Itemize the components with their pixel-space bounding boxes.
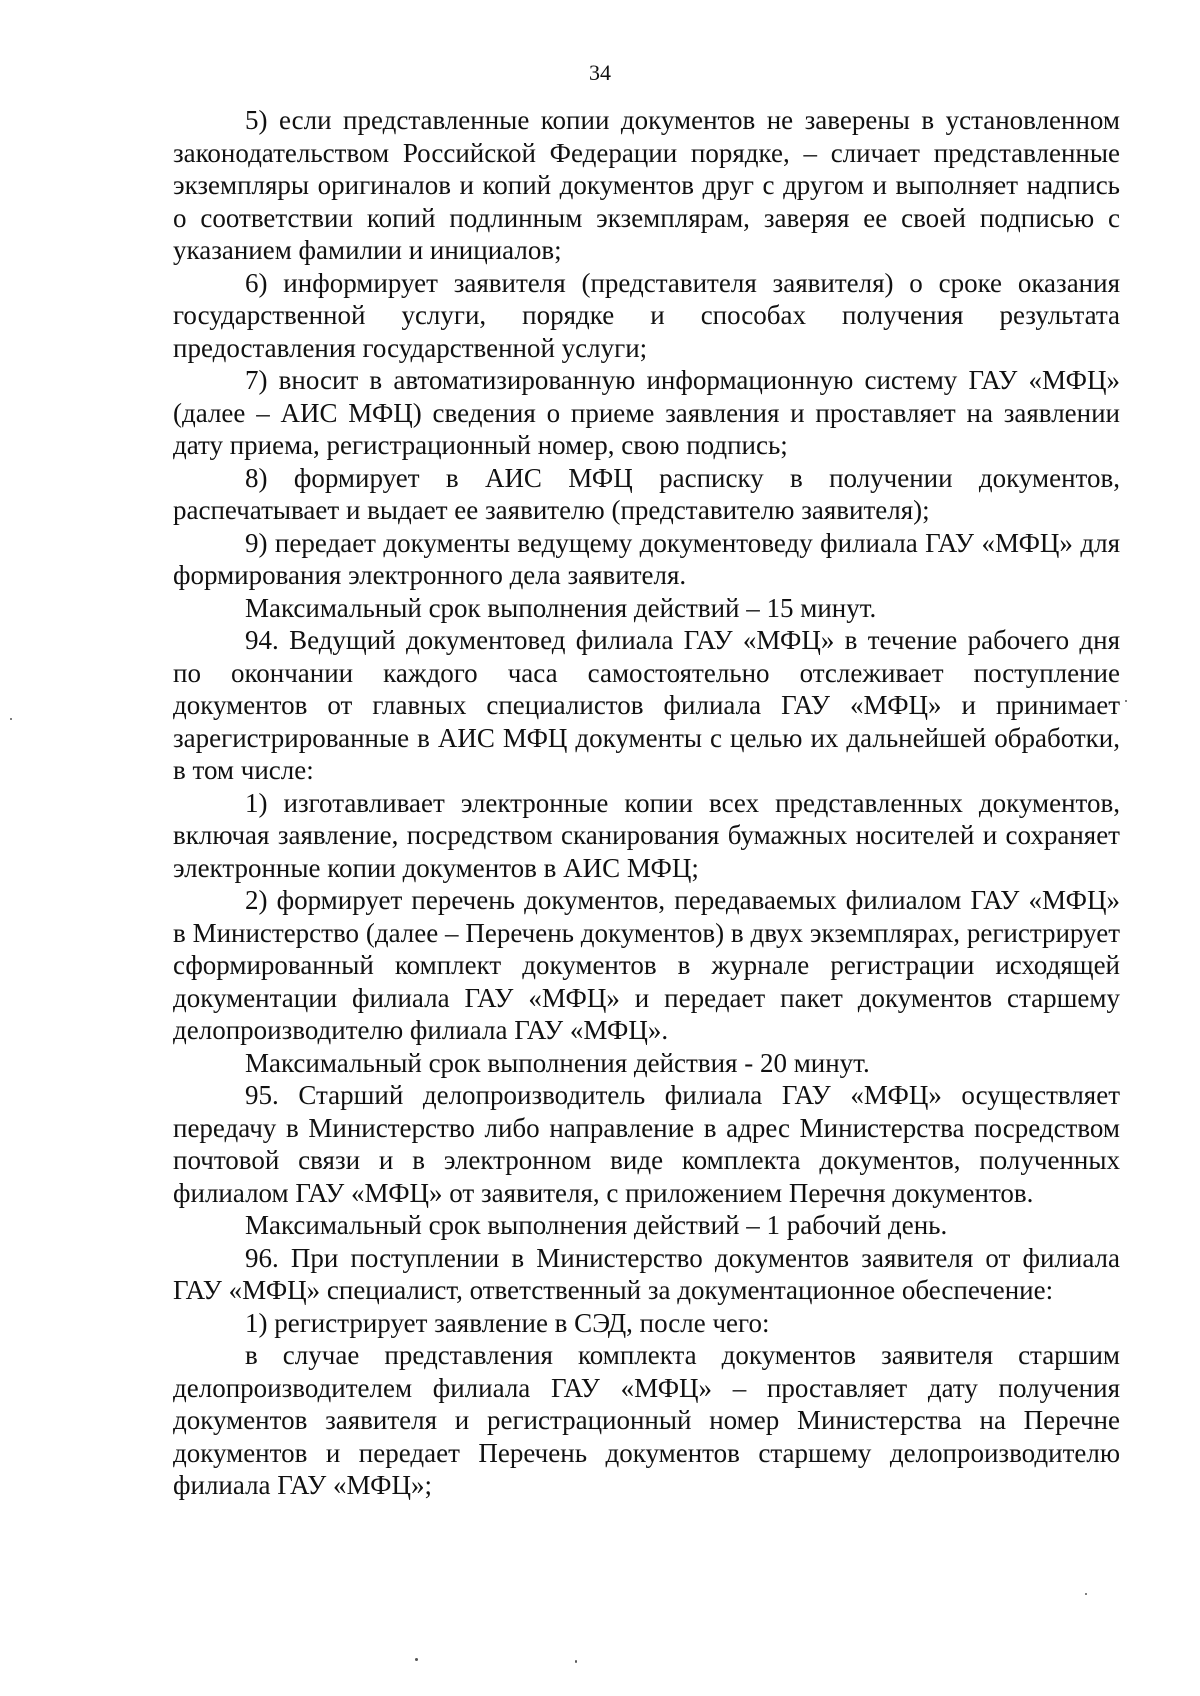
- document-body: [173, 104, 1120, 1502]
- page-number: 34: [589, 60, 611, 85]
- paragraph-item-5: 5) если представленные копии документов не заверены в установленном законодательством Российской Федерации порядке, – сличает представленные экземпляры оригиналов и копий документов друг с другом и выполняет надпись о соответствии копий подлинным экземплярам, заверяя ее своей подписью с указанием фамилии и инициалов;: [173, 105, 1120, 265]
- paragraph-item-6: 6) информирует заявителя (представителя заявителя) о сроке оказания государственной услуги, порядке и способах получения результата предоставления государственной услуги;: [173, 267, 1120, 363]
- paragraph-94-item-2: 2) формирует перечень документов, передаваемых филиалом ГАУ «МФЦ» в Министерство (далее – Перечень документов) в двух экземплярах, регистрирует сформированный комплект документов в журнале регистрации исходящей документации филиала ГАУ «МФЦ» и передает пакет документов старшему делопроизводителю филиала ГАУ «МФЦ».: [173, 885, 1120, 1045]
- scan-speck: [10, 718, 12, 720]
- paragraph-96-case: в случае представления комплекта документов заявителя старшим делопроизводителем филиала ГАУ «МФЦ» – проставляет дату получения документов заявителя и регистрационный номер Министерства на Перечне документов и передает Перечень документов старшему делопроизводителю филиала ГАУ «МФЦ»;: [173, 1340, 1120, 1500]
- scan-speck: [1085, 1593, 1087, 1595]
- paragraph-max-time-1-day: Максимальный срок выполнения действий – 1 рабочий день.: [245, 1210, 948, 1240]
- paragraph-item-9: 9) передает документы ведущему документоведу филиала ГАУ «МФЦ» для формирования электронного дела заявителя.: [173, 527, 1120, 590]
- paragraph-max-time-15: Максимальный срок выполнения действий – 15 минут.: [245, 592, 877, 623]
- scan-speck: [1125, 700, 1127, 702]
- paragraph-96-item-1: 1) регистрирует заявление в СЭД, после чего:: [245, 1307, 770, 1338]
- paragraph-item-8: 8) формирует в АИС МФЦ расписку в получении документов, распечатывает и выдает ее заявителю (представителю заявителя);: [173, 462, 1120, 525]
- scan-speck: [415, 1658, 418, 1661]
- paragraph-section-96: 96. При поступлении в Министерство документов заявителя от филиала ГАУ «МФЦ» специалист, ответственный за документационное обеспечение:: [173, 1242, 1120, 1305]
- paragraph-94-item-1: 1) изготавливает электронные копии всех представленных документов, включая заявление, посредством сканирования бумажных носителей и сохраняет электронные копии документов в АИС МФЦ;: [173, 787, 1120, 883]
- paragraph-section-94: 94. Ведущий документовед филиала ГАУ «МФЦ» в течение рабочего дня по окончании каждого часа самостоятельно отслеживает поступление документов от главных специалистов филиала ГАУ «МФЦ» и принимает зарегистрированные в АИС МФЦ документы с целью их дальнейшей обработки, в том числе:: [173, 625, 1120, 785]
- paragraph-item-7: 7) вносит в автоматизированную информационную систему ГАУ «МФЦ» (далее – АИС МФЦ) сведения о приеме заявления и проставляет на заявлении дату приема, регистрационный номер, свою подпись;: [173, 365, 1120, 460]
- paragraph-max-time-20: Максимальный срок выполнения действия - 20 минут.: [245, 1047, 870, 1078]
- scan-speck: [575, 1660, 577, 1663]
- paragraph-section-95: 95. Старший делопроизводитель филиала ГАУ «МФЦ» осуществляет передачу в Министерство либо направление в адрес Министерства посредством почтовой связи и в электронном виде комплекта документов, полученных филиалом ГАУ «МФЦ» от заявителя, с приложением Перечня документов.: [173, 1080, 1120, 1208]
